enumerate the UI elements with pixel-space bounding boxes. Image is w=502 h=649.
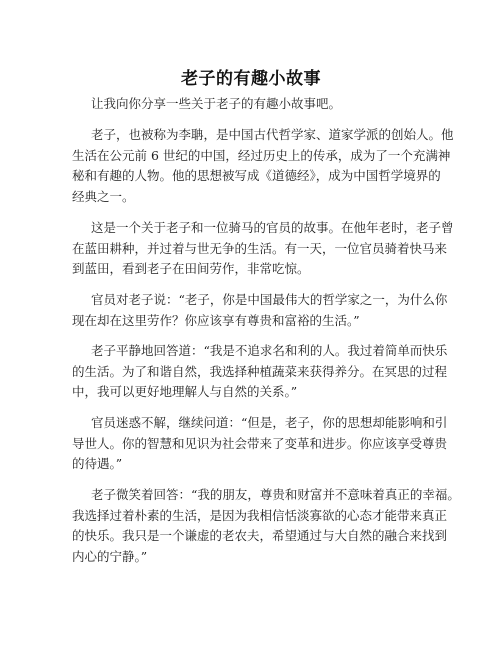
text-line: 生活在公元前 6 世纪的中国，经过历史上的传承，成为了一个充满神 [72,147,451,163]
text-line: 中，我可以更好地理解人与自然的关系。” [72,384,298,399]
text-line: 导世人。你的智慧和见识为社会带来了变革和进步。你应该享受尊贵 [72,435,448,451]
text-line: 让我向你分享一些关于老子的有趣小故事吧。 [91,96,342,111]
text-line: 内心的宁静。” [72,548,148,564]
document-title: 老子的有趣小故事 [181,69,321,89]
text-line: 老子微笑着回答：“我的朋友，尊贵和财富并不意味着真正的幸福。 [91,487,460,502]
text-line: 的快乐。我只是一个谦虚的老农夫，希望通过与大自然的融合来找到 [72,528,448,543]
text-line: 到蓝田，看到老子在田间劳作，非常吃惊。 [72,261,310,276]
text-line: 的待遇。” [72,456,123,471]
text-line: 老子，也被称为李聃，是中国古代哲学家、道家学派的创始人。他 [91,127,454,142]
paragraph-laozi-final [72,485,460,567]
text-line: 秘和有趣的人物。他的思想被写成《道德经》，成为中国哲学境界的 [72,168,441,183]
text-line: 在蓝田耕种，并过着与世无争的生活。有一天，一位官员骑着快马来 [72,240,448,256]
text-line: 经典之一。 [72,188,135,204]
text-line: 这是一个关于老子和一位骑马的官员的故事。在他年老时，老子曾 [91,220,454,235]
text-line: 官员迷惑不解，继续问道：“但是，老子，你的思想却能影响和引 [91,415,448,430]
text-line: 老子平静地回答道：“我是不追求名和利的人。我过着简单而快乐 [91,343,448,358]
paragraph-official-followup [72,413,450,475]
paragraph-official-question [72,290,450,331]
paragraph-intro [72,94,450,115]
text-line: 现在却在这里劳作？你应该享有尊贵和富裕的生活。” [72,312,360,328]
paragraph-story-setup [72,218,454,280]
text-line: 我选择过着朴素的生活，是因为我相信恬淡寡欲的心态才能带来真正 [72,507,448,523]
paragraph-laozi-answer [72,341,450,403]
text-line: 官员对老子说：“老子，你是中国最伟大的哲学家之一，为什么你 [91,292,448,307]
text-line: 的生活。为了和谐自然，我选择种植蔬菜来获得养分。在冥思的过程 [72,363,448,379]
paragraph-about-laozi [72,125,454,207]
